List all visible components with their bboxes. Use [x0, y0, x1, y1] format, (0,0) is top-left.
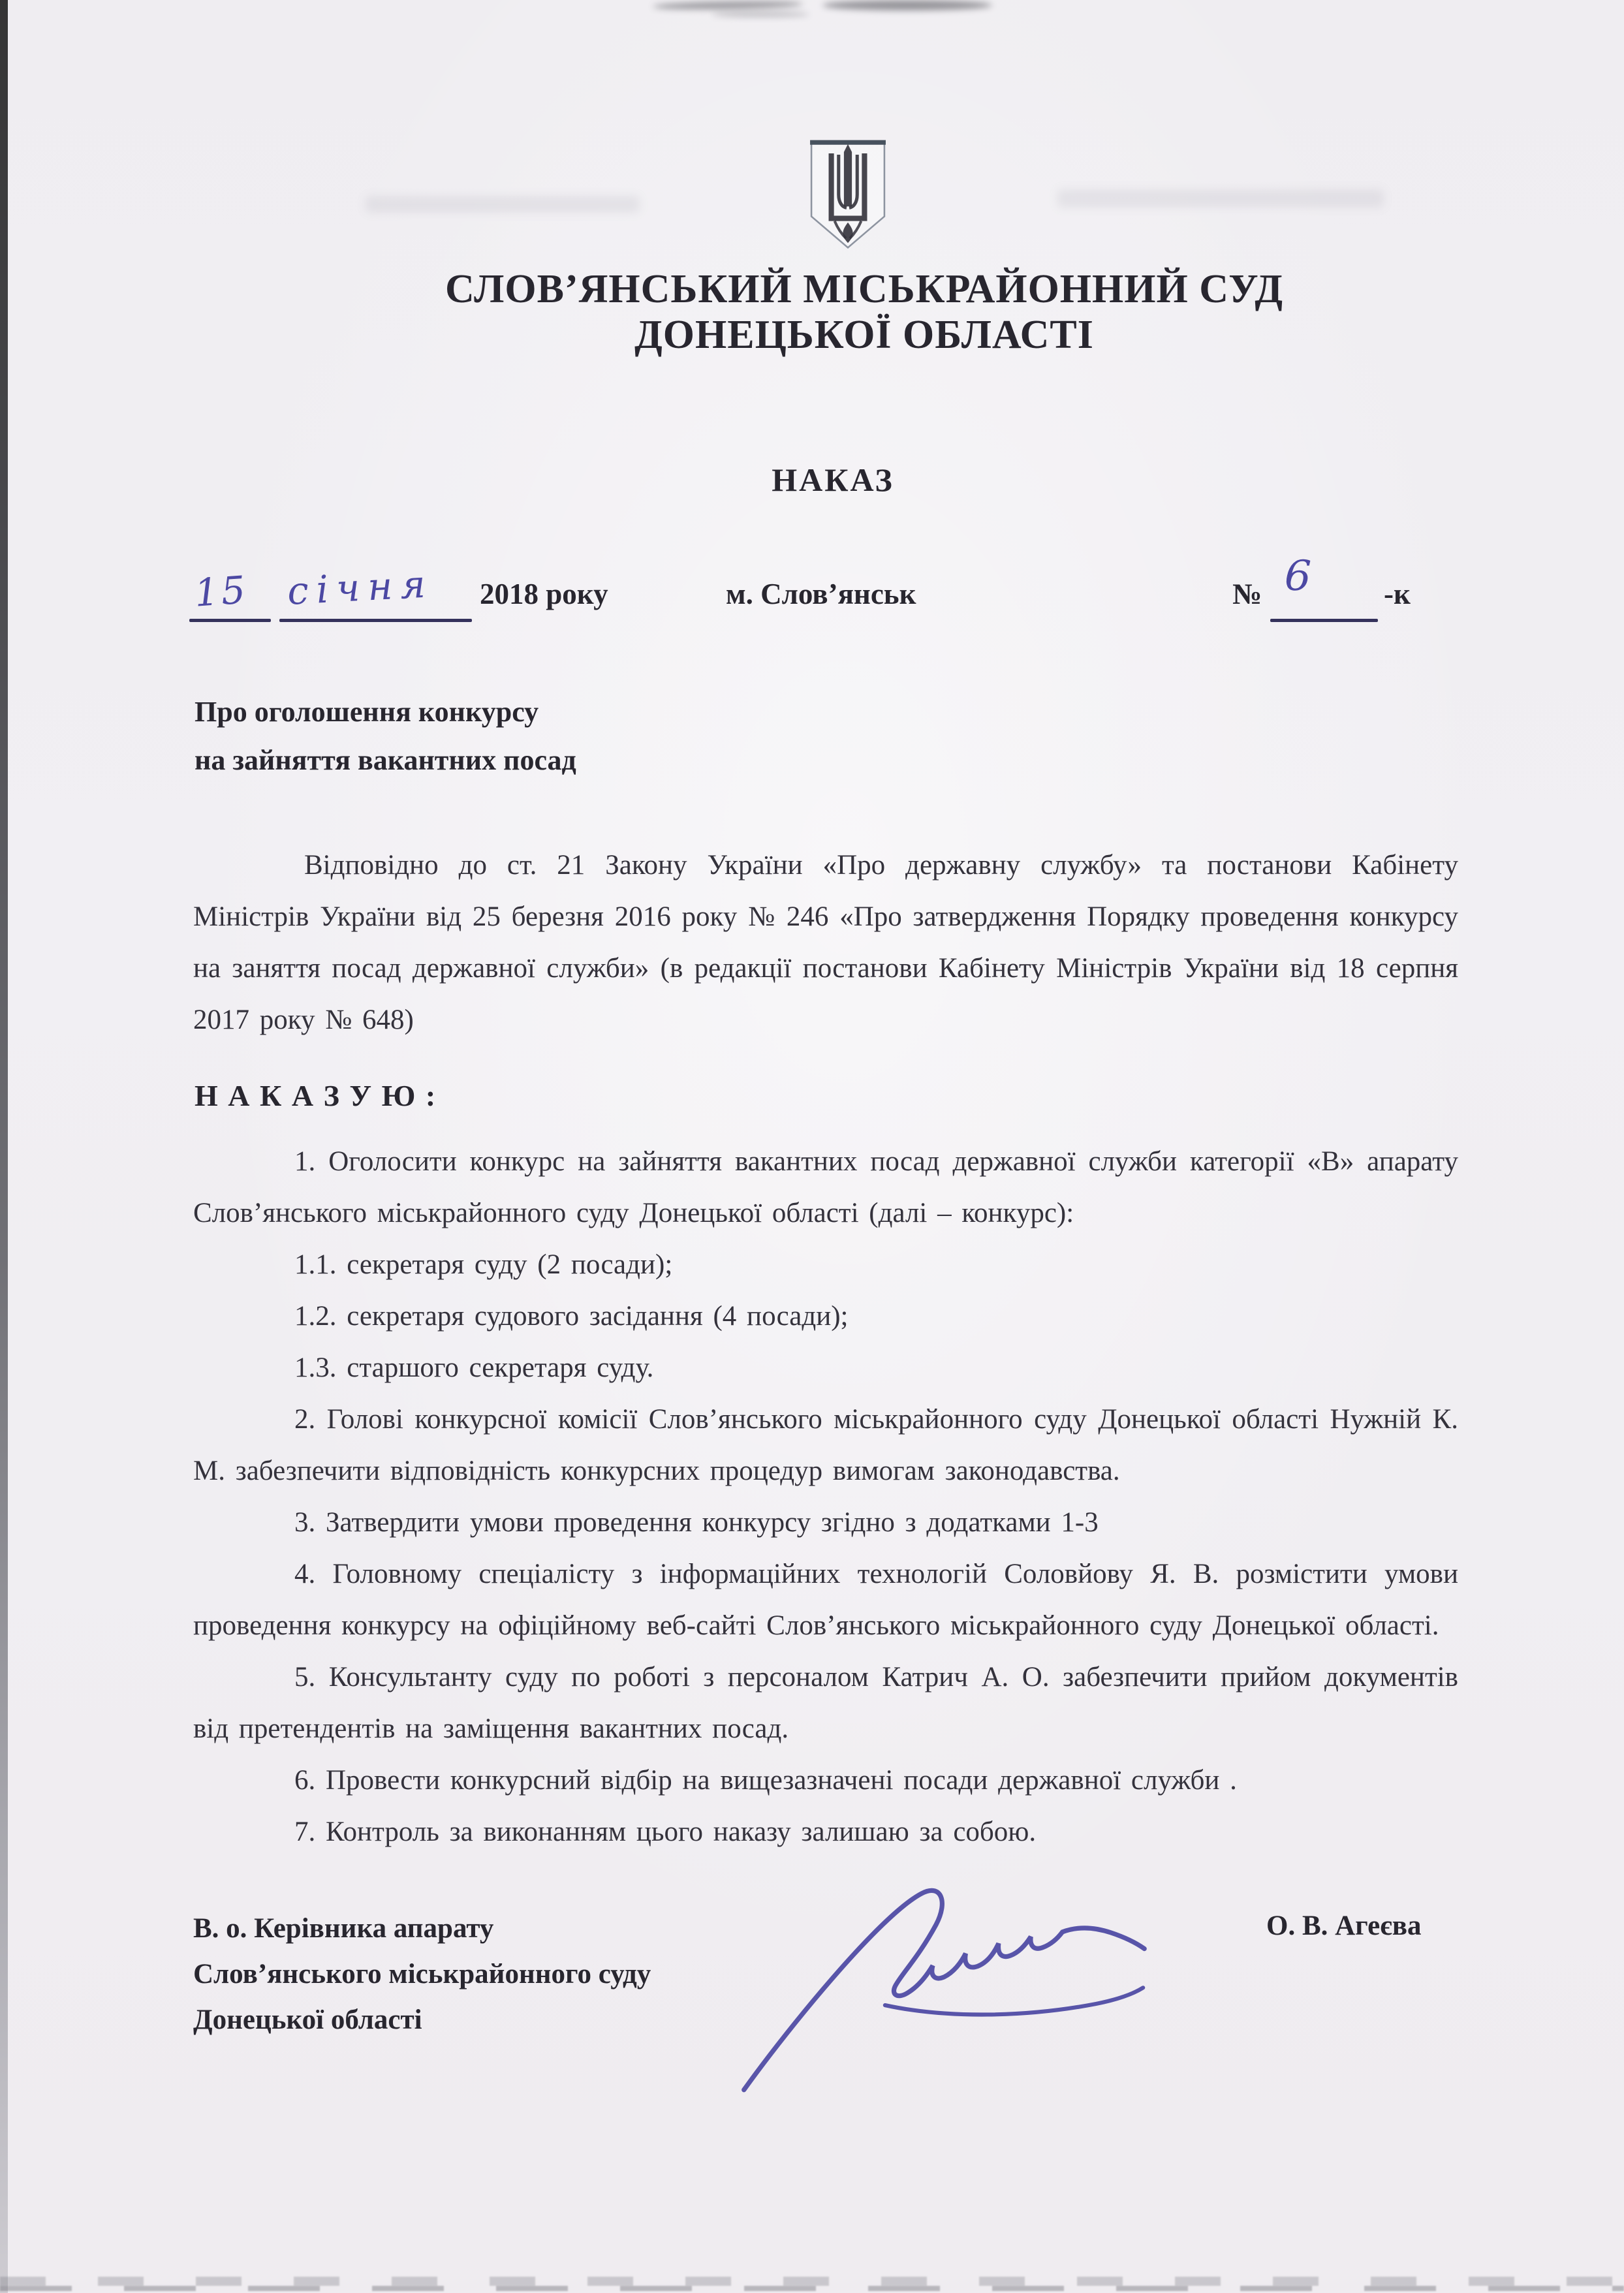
date-underline [189, 619, 271, 622]
order-item: 5. Консультанту суду по роботі з персоналом Катрич А. О. забезпечити прийом документів від претендентів на заміщення вакантних посад. [193, 1662, 1458, 1744]
signer-position [193, 1906, 651, 2043]
handwritten-signature-ink [705, 1867, 1162, 2095]
order-subject [195, 688, 576, 785]
order-item: 4. Головному спеціалісту з інформаційних технологій Соловйову Я. В. розмістити умови проведення конкурсу на офіційному веб-сайті Слов’янського міськрайонного суду Донецької області. [193, 1559, 1458, 1641]
court-name-line1: СЛОВ’ЯНСЬКИЙ МІСЬКРАЙОННИЙ СУД [445, 267, 1284, 311]
court-name [159, 266, 1569, 358]
subject-line1: Про оголошення конкурсу [195, 696, 539, 728]
signer-position-line1: В. о. Керівника апарату [193, 1913, 494, 1944]
scan-smudge [822, 0, 992, 10]
place-label: м. Слов’янськ [726, 578, 916, 610]
date-underline [279, 619, 472, 622]
doc-type-title: НАКАЗ [772, 461, 894, 498]
order-item: 1.3. старшого секретаря суду. [294, 1352, 654, 1383]
number-sign: № [1232, 578, 1262, 610]
order-preamble: Відповідно до ст. 21 Закону України «Про державну службу» та постанови Кабінету Міністрів України від 25 березня 2016 року № 246 «Про затвердження Порядку проведення конкурсу на заняття посад державної служби» (в редакції постанови Кабінету Міністрів України від 18 серпня 2017 року № 648) [193, 850, 1458, 1035]
handwritten-day: 15 [193, 567, 250, 616]
ukraine-trident-emblem-icon [808, 137, 888, 252]
court-name-line2: ДОНЕЦЬКОЇ ОБЛАСТІ [634, 313, 1094, 357]
handwritten-number: 6 [1283, 552, 1312, 601]
order-item: 1.1. секретаря суду (2 посади); [294, 1249, 673, 1280]
signer-position-line2: Слов’янського міськрайонного суду [193, 1959, 651, 1989]
signer-name: О. В. Агеєва [1266, 1911, 1422, 1941]
order-item: 2. Голові конкурсної комісії Слов’янського міськрайонного суду Донецької області Нужній К. М. забезпечити відповідність конкурсних процедур вимогам законодавства. [193, 1404, 1458, 1486]
scan-bottom-artifact [0, 2277, 1624, 2286]
scan-left-edge-artifact [0, 0, 8, 2293]
decree-word: Н А К А З У Ю : [195, 1079, 437, 1112]
order-item: 3. Затвердити умови проведення конкурсу згідно з додатками 1-3 [294, 1507, 1099, 1538]
number-underline [1270, 619, 1378, 622]
signer-position-line3: Донецької області [193, 2004, 422, 2035]
scan-bottom-artifact [0, 2286, 1624, 2291]
year-label: 2018 року [480, 578, 608, 610]
bleed-through-ghost [1057, 189, 1384, 208]
order-item: 1. Оголосити конкурс на зайняття вакантних посад державної служби категорії «В» апарату Слов’янського міськрайонного суду Донецької області (далі – конкурс): [193, 1146, 1458, 1228]
order-item: 6. Провести конкурсний відбір на вищезазначені посади державної служби . [294, 1765, 1237, 1796]
number-suffix: -к [1384, 578, 1411, 610]
order-items [193, 1136, 1458, 1858]
scan-smudge [711, 12, 809, 17]
order-item: 1.2. секретаря судового засідання (4 посади); [294, 1301, 849, 1332]
order-item: 7. Контроль за виконанням цього наказу залишаю за собою. [294, 1817, 1037, 1847]
handwritten-month: січня [286, 561, 435, 614]
scan-smudge [653, 0, 803, 10]
bleed-through-ghost [366, 196, 640, 213]
subject-line2: на зайняття вакантних посад [195, 744, 576, 776]
